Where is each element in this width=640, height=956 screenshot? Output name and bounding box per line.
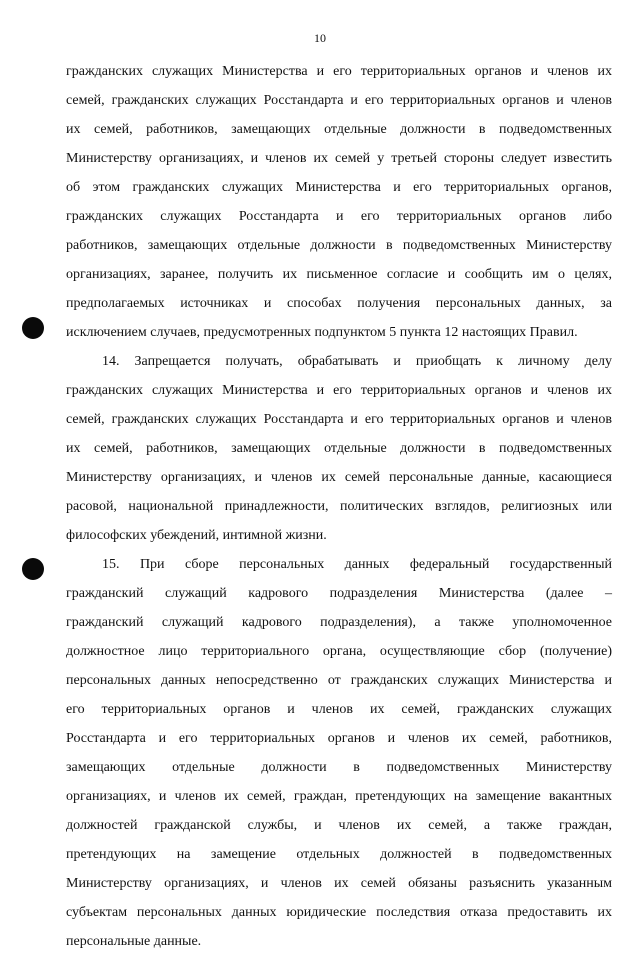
text-line: Росстандарта и его территориальных органов и членов их семей, работников, [66,731,612,746]
text-line: семей, гражданских служащих Росстандарта и его территориальных органов и членов [66,412,612,427]
text-line: 15. При сборе персональных данных федеральный государственный [102,557,612,572]
document-body [66,57,612,956]
text-line: 14. Запрещается получать, обрабатывать и приобщать к личному делу [102,354,612,369]
text-line: должностное лицо территориального органа, осуществляющие сбор (получение) [66,644,612,659]
text-line: персональных данных непосредственно от гражданских служащих Министерства и [66,673,612,688]
punch-hole-mark [22,317,44,339]
text-line: организациях, и членов их семей, граждан, претендующих на замещение вакантных [66,789,612,804]
text-line: работников, замещающих отдельные должности в подведомственных Министерству [66,238,612,253]
text-line: гражданский служащий кадрового подразделения Министерства (далее – [66,586,612,601]
text-line: философских убеждений, интимной жизни. [66,528,327,543]
page-number: 10 [314,31,326,45]
text-line: должностей гражданской службы, и членов их семей, а также граждан, [66,818,612,833]
text-line: персональные данные. [66,934,202,949]
text-line: об этом гражданских служащих Министерства и его территориальных органов, [66,180,612,195]
text-line: Министерству организациях, и членов их семей у третьей стороны следует известить [66,151,612,166]
text-line: претендующих на замещение отдельных должностей в подведомственных [66,847,612,862]
text-line: их семей, работников, замещающих отдельные должности в подведомственных [66,441,612,456]
paragraph-item-14 [66,347,612,550]
paragraph-item-15 [66,550,612,956]
text-line: исключением случаев, предусмотренных подпунктом 5 пункта 12 настоящих Правил. [66,325,578,340]
text-line: организациях, заранее, получить их письменное согласие и сообщить им о целях, [66,267,612,282]
text-line: предполагаемых источниках и способах получения персональных данных, за [66,296,612,311]
text-line: субъектам персональных данных юридические последствия отказа предоставить их [66,905,612,920]
paragraph-continuation [66,57,612,347]
text-line: семей, гражданских служащих Росстандарта и его территориальных органов и членов [66,93,612,108]
text-line: гражданских служащих Министерства и его территориальных органов и членов их [66,383,612,398]
text-line: его территориальных органов и членов их семей, гражданских служащих [66,702,612,717]
text-line: Министерству организациях, и членов их семей обязаны разъяснить указанным [66,876,612,891]
text-line: гражданский служащий кадрового подразделения), а также уполномоченное [66,615,612,630]
text-line: гражданских служащих Росстандарта и его территориальных органов либо [66,209,612,224]
text-line: гражданских служащих Министерства и его территориальных органов и членов их [66,64,612,79]
text-line: расовой, национальной принадлежности, политических взглядов, религиозных или [66,499,612,514]
text-line: Министерству организациях, и членов их семей персональные данные, касающиеся [66,470,612,485]
text-line: их семей, работников, замещающих отдельные должности в подведомственных [66,122,612,137]
punch-hole-mark [22,558,44,580]
text-line: замещающих отдельные должности в подведомственных Министерству [66,760,612,775]
